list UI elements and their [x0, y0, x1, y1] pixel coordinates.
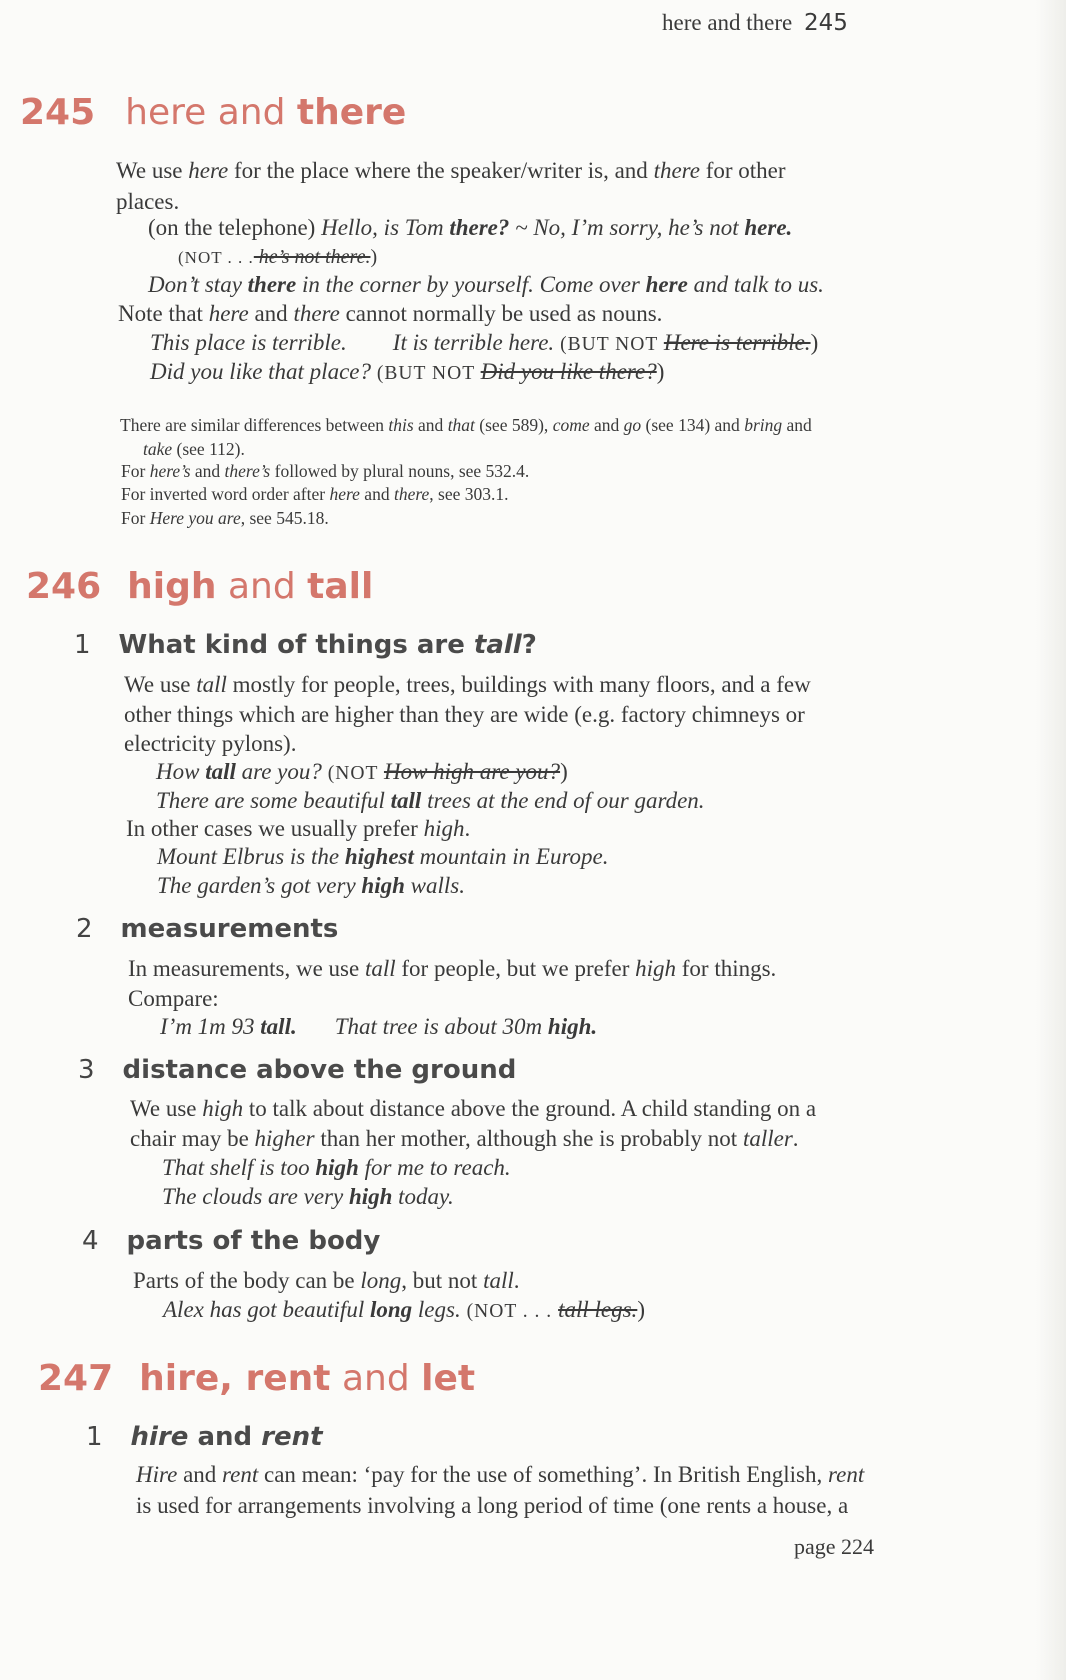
cross-reference-note: [121, 459, 529, 483]
text-span: (NOT . . .: [460, 1301, 559, 1322]
text-span: We use: [130, 1096, 203, 1121]
text-span: high: [423, 816, 465, 841]
cross-reference-note: [121, 506, 329, 530]
paragraph: [130, 1093, 816, 1124]
text-span: for things.: [676, 956, 777, 981]
text-span: this: [388, 415, 414, 435]
example-line: [150, 356, 664, 389]
text-span: rent: [828, 1462, 865, 1487]
subsection-heading: [86, 1422, 323, 1452]
text-span: Did you like that place?: [150, 359, 371, 384]
section-title: [127, 566, 373, 607]
text-span: Hello, is Tom: [321, 215, 450, 240]
text-span: ): [656, 359, 665, 384]
text-span: walls.: [404, 873, 465, 898]
section-title: [125, 92, 406, 133]
subsection-heading: [78, 1055, 516, 1085]
text-span: here: [125, 92, 207, 133]
example-line: [163, 1294, 645, 1327]
text-span: and: [782, 415, 812, 435]
text-span: That shelf is too: [162, 1155, 316, 1180]
text-span: tall: [473, 630, 522, 660]
text-span: high: [361, 873, 405, 898]
section-number: 245: [20, 92, 96, 133]
text-span: there?: [449, 215, 510, 240]
example-line: [160, 1011, 597, 1042]
text-span: and: [359, 484, 394, 504]
text-span: .: [464, 816, 471, 841]
text-span: tall: [364, 956, 396, 981]
text-span: The garden’s got very: [157, 873, 362, 898]
text-span: highest: [344, 844, 414, 869]
subsection-heading: [74, 630, 537, 660]
text-span: 2: [76, 914, 93, 944]
text-span: Parts of the body can be: [133, 1268, 361, 1293]
text-span: rent: [261, 1422, 323, 1452]
text-span: parts of the body: [126, 1226, 381, 1256]
running-head-title: here and there: [662, 10, 793, 35]
text-span: Alex has got beautiful: [163, 1297, 370, 1322]
text-span: ~ No, I’m sorry, he’s not: [509, 215, 745, 240]
text-span: chair may be: [130, 1126, 255, 1151]
text-span: and: [330, 1358, 422, 1399]
text-span: , see 545.18.: [240, 508, 329, 528]
example-line: [157, 870, 465, 901]
text-span: There are similar differences between: [120, 415, 389, 435]
text-span: Hire: [136, 1462, 178, 1487]
text-span: for me to reach.: [358, 1155, 511, 1180]
text-span: (BUT NOT: [554, 334, 664, 355]
text-span: long: [369, 1297, 413, 1322]
text-span: We use: [124, 672, 197, 697]
text-span: cannot normally be used as nouns.: [339, 301, 663, 326]
text-span: and: [413, 415, 448, 435]
text-span: for people, but we prefer: [395, 956, 636, 981]
text-span: Here you are: [149, 508, 241, 528]
text-span: How: [156, 759, 206, 784]
text-span: What kind of things are: [118, 630, 474, 660]
text-span: in the corner by yourself. Come over: [296, 272, 646, 297]
subsection-heading: [76, 914, 338, 944]
section-title: [139, 1358, 475, 1399]
text-span: tall legs.: [558, 1297, 638, 1322]
text-span: there: [247, 272, 297, 297]
text-span: Here is terrible.: [663, 330, 811, 355]
text-span: , see 303.1.: [429, 484, 509, 504]
text-span: mostly for people, trees, buildings with many floors, and a few: [226, 672, 811, 697]
paragraph: [116, 155, 786, 186]
paragraph: [136, 1459, 864, 1490]
section-number: 246: [26, 566, 102, 607]
text-span: go: [623, 415, 642, 435]
text-span: Don’t stay: [148, 272, 248, 297]
text-span: tall: [307, 566, 374, 607]
text-span: ): [810, 330, 819, 355]
text-span: higher: [254, 1126, 315, 1151]
text-span: high.: [547, 1014, 598, 1039]
text-span: can mean: ‘pay for the use of something’. In British English,: [258, 1462, 829, 1487]
paragraph: [130, 1123, 799, 1154]
text-span: and talk to us.: [687, 272, 824, 297]
text-span: How high are you?: [383, 759, 561, 784]
text-span: For: [121, 508, 150, 528]
text-span: here: [329, 484, 360, 504]
text-span: distance above the ground: [122, 1055, 517, 1085]
text-span: Note that: [118, 301, 209, 326]
text-span: For inverted word order after: [121, 484, 330, 504]
text-span: take: [143, 439, 173, 459]
text-span: here.: [744, 215, 793, 240]
paragraph: [118, 298, 662, 329]
example-line: [162, 1181, 454, 1212]
text-span: and: [248, 301, 294, 326]
text-span: The clouds are very: [162, 1184, 349, 1209]
text-span: there: [653, 158, 700, 183]
text-span: ?: [521, 630, 537, 660]
cross-reference-note: [121, 482, 509, 506]
text-span: let: [421, 1358, 476, 1399]
text-span: ): [560, 759, 568, 784]
text-span: there: [393, 484, 430, 504]
text-span: tall: [390, 788, 422, 813]
text-span: rent: [222, 1462, 259, 1487]
text-span: for the place where the speaker/writer is, and: [228, 158, 654, 183]
text-span: .: [792, 1126, 799, 1151]
text-span: taller: [742, 1126, 793, 1151]
text-span: tall: [483, 1268, 514, 1293]
text-span: In measurements, we use: [128, 956, 365, 981]
paragraph: electricity pylons).: [124, 731, 297, 756]
text-span: It is terrible here.: [392, 330, 555, 355]
section-246-heading: [26, 566, 373, 607]
page-edge-shadow: [1036, 0, 1066, 1680]
text-span: high: [315, 1155, 359, 1180]
text-span: (see 112).: [172, 439, 245, 459]
paragraph: other things which are higher than they are wide (e.g. factory chimneys or: [124, 702, 805, 727]
text-span: and: [188, 1422, 262, 1452]
text-span: (on the telephone): [148, 215, 322, 240]
text-span: measurements: [120, 914, 339, 944]
text-span: 1: [86, 1422, 103, 1452]
text-span: ): [637, 1297, 645, 1322]
text-span: and: [589, 415, 624, 435]
text-span: tall.: [260, 1014, 297, 1039]
text-span: for other: [699, 158, 786, 183]
text-span: For: [121, 461, 150, 481]
paragraph: [126, 813, 470, 844]
text-span: high: [348, 1184, 393, 1209]
text-span: followed by plural nouns, see 532.4.: [270, 461, 530, 481]
example-line: [148, 269, 824, 300]
text-span: 1: [74, 630, 91, 660]
text-span: This place is terrible.: [150, 330, 347, 355]
text-span: 3: [78, 1055, 95, 1085]
subsection-heading: [82, 1226, 380, 1256]
text-span: here: [645, 272, 688, 297]
section-247-heading: [38, 1358, 475, 1399]
cross-reference-note: [143, 437, 245, 461]
paragraph: [133, 1265, 519, 1296]
text-span: mountain in Europe.: [413, 844, 609, 869]
text-span: today.: [392, 1184, 454, 1209]
cross-reference-note: [120, 413, 812, 437]
text-span: there: [293, 301, 340, 326]
text-span: tall: [196, 672, 227, 697]
text-span: high: [202, 1096, 244, 1121]
text-span: bring: [744, 415, 783, 435]
text-span: hire, rent: [139, 1358, 331, 1399]
paragraph: Compare:: [128, 986, 219, 1011]
running-head-page: 245: [804, 10, 848, 36]
text-span: here: [208, 301, 249, 326]
text-span: here’s: [149, 461, 191, 481]
text-span: 4: [82, 1226, 99, 1256]
text-span: are you?: [235, 759, 322, 784]
running-head: [662, 10, 848, 36]
section-245-heading: [20, 92, 406, 133]
text-span: (BUT NOT: [371, 363, 481, 384]
text-span: trees at the end of our garden.: [421, 788, 705, 813]
text-span: We use: [116, 158, 189, 183]
text-span: high: [127, 566, 217, 607]
text-span: and: [216, 566, 308, 607]
text-span: (see 134) and: [641, 415, 745, 435]
text-span: legs.: [412, 1297, 461, 1322]
text-span: tall: [205, 759, 236, 784]
text-span: than her mother, although she is probably not: [314, 1126, 743, 1151]
text-span: here: [188, 158, 229, 183]
text-span: (see 589),: [474, 415, 553, 435]
text-span: I’m 1m 93: [160, 1014, 261, 1039]
example-line: [148, 212, 792, 243]
section-number: 247: [38, 1358, 114, 1399]
text-span: ): [370, 246, 378, 268]
text-span: In other cases we usually prefer: [126, 816, 424, 841]
text-span: come: [552, 415, 590, 435]
example-line: [162, 1152, 511, 1183]
text-span: (NOT . . .: [178, 248, 254, 267]
text-span: there’s: [224, 461, 271, 481]
text-span: there: [296, 92, 407, 133]
paragraph: [128, 953, 776, 984]
page-number: page 224: [794, 1534, 875, 1559]
text-span: and: [190, 461, 225, 481]
text-span: hire: [130, 1422, 189, 1452]
text-span: There are some beautiful: [156, 788, 391, 813]
text-span: (NOT: [321, 763, 384, 784]
paragraph: is used for arrangements involving a long period of time (one rents a house, a: [136, 1493, 849, 1518]
example-line: [157, 841, 609, 872]
example-line: [156, 785, 705, 816]
text-span: and: [206, 92, 297, 133]
text-span: Mount Elbrus is the: [157, 844, 345, 869]
text-span: high: [635, 956, 676, 981]
text-span: , but not: [401, 1268, 484, 1293]
paragraph: [124, 669, 811, 700]
text-span: to talk about distance above the ground. A child standing on a: [243, 1096, 817, 1121]
text-span: and: [177, 1462, 223, 1487]
text-span: That tree is about 30m: [334, 1014, 548, 1039]
text-span: Did you like there?: [480, 359, 657, 384]
paragraph: places.: [116, 189, 180, 214]
text-span: that: [447, 415, 475, 435]
text-span: long: [360, 1268, 402, 1293]
text-span: he’s not there.: [253, 246, 371, 268]
text-span: .: [513, 1268, 520, 1293]
